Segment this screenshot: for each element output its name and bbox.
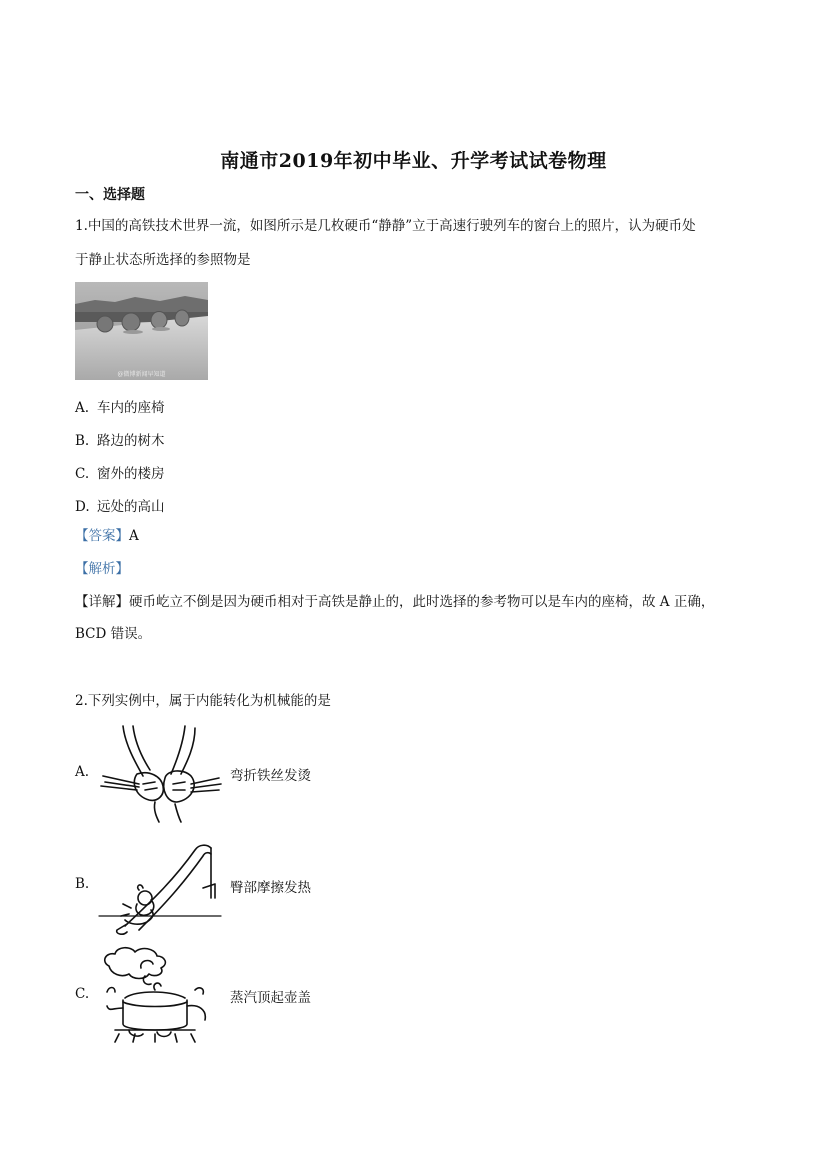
option-label: A. xyxy=(75,400,90,416)
child-on-slide-icon xyxy=(95,838,225,938)
q1-option-b xyxy=(75,429,165,449)
q2-option-a-label: A. xyxy=(75,764,90,780)
q1-stem-line1: 1.中国的高铁技术世界一流，如图所示是几枚硬币“静静”立于高速行驶列车的窗台上的照片，认为硬币处 xyxy=(75,218,696,234)
q1-analysis-line xyxy=(75,559,129,579)
q2-option-a-text: 弯折铁丝发烫 xyxy=(230,768,311,784)
q1-option-a xyxy=(75,396,165,416)
q2-option-b-text: 臀部摩擦发热 xyxy=(230,880,311,896)
q2-figure-c xyxy=(95,946,225,1046)
detail-text: 硬币屹立不倒是因为硬币相对于高铁是静止的，此时选择的参考物可以是车内的座椅，故 A 正确， xyxy=(129,594,715,610)
option-label: B. xyxy=(75,433,90,449)
photo-watermark: @微博新闻早知道 xyxy=(117,371,166,378)
q1-coins-photo xyxy=(75,282,208,380)
q1-detail-line1 xyxy=(75,592,765,612)
option-text: 窗外的楼房 xyxy=(97,466,165,482)
hands-bending-wire-icon xyxy=(95,724,225,824)
section-heading: 一、选择题 xyxy=(75,187,145,203)
q2-option-c-label: C. xyxy=(75,986,90,1002)
steaming-kettle-icon xyxy=(95,946,225,1046)
coins-on-windowsill-image xyxy=(75,282,208,380)
q1-option-c xyxy=(75,462,165,482)
q2-option-b-label: B. xyxy=(75,876,90,892)
q1-answer-line xyxy=(75,526,139,546)
analysis-tag: 【解析】 xyxy=(75,561,129,577)
q2-figure-a xyxy=(95,724,225,824)
q2-stem: 2.下列实例中，属于内能转化为机械能的是 xyxy=(75,693,331,709)
q1-stem-line2: 于静止状态所选择的参照物是 xyxy=(75,252,251,268)
detail-tag: 【详解】 xyxy=(75,594,129,610)
option-text: 车内的座椅 xyxy=(97,400,165,416)
q2-option-c-text: 蒸汽顶起壶盖 xyxy=(230,990,311,1006)
q1-option-d xyxy=(75,495,165,515)
option-label: C. xyxy=(75,466,90,482)
option-text: 路边的树木 xyxy=(97,433,165,449)
option-text: 远处的高山 xyxy=(97,499,165,515)
page-title: 南通市2019年初中毕业、升学考试试卷物理 xyxy=(220,150,607,172)
answer-value: A xyxy=(129,528,139,544)
q2-figure-b xyxy=(95,838,225,938)
option-label: D. xyxy=(75,499,90,515)
q1-detail-line2: BCD 错误。 xyxy=(75,626,152,642)
answer-tag: 【答案】 xyxy=(75,528,129,544)
